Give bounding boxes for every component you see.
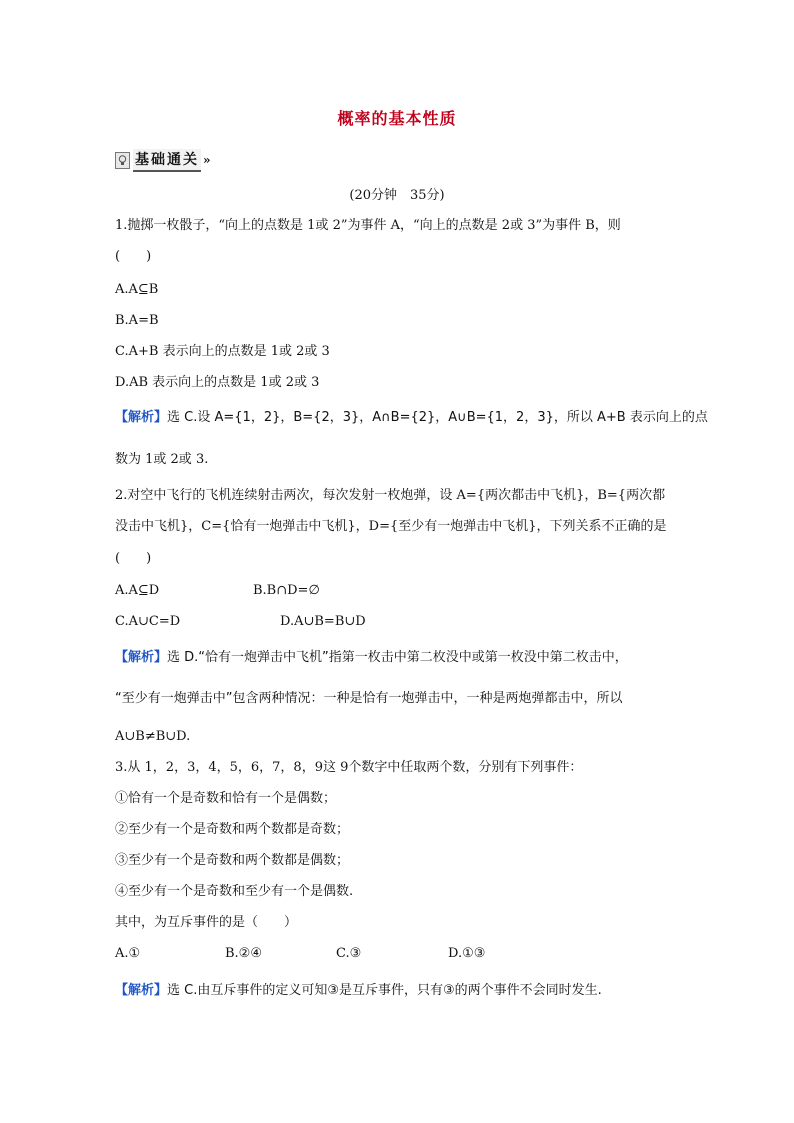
q2-stem-line2: 没击中飞机}，C={恰有一炮弹击中飞机}，D={至少有一炮弹击中飞机}，下列关系不正确的是 xyxy=(115,519,667,534)
section-banner xyxy=(115,150,211,170)
answer-text: 选 C.设 A={1，2}，B={2，3}，A∩B={2}，A∪B={1，2，3}，所以 A+B 表示向上的点 xyxy=(167,410,708,425)
answer-text: 选 D.“恰有一炮弹击中飞机”指第一枚击中第二枚没中或第一枚没中第二枚击中， xyxy=(167,650,628,665)
q1-stem-line2: ( ) xyxy=(115,249,152,264)
lightbulb-icon xyxy=(115,152,130,169)
q1-stem-line1: 1.抛掷一枚骰子，“向上的点数是 1或 2”为事件 A，“向上的点数是 2或 3”为事件 B，则 xyxy=(115,218,621,233)
q1-option-a: A.A⊆B xyxy=(115,282,159,297)
q1-option-b: B.A=B xyxy=(115,313,159,328)
q2-option-c: C.A∪C=D xyxy=(115,614,181,629)
page-title: 概率的基本性质 xyxy=(337,109,457,128)
answer-tag: 【解析】 xyxy=(115,650,168,665)
q3-option-b: B.②④ xyxy=(225,946,262,961)
q3-item-4: ④至少有一个是奇数和至少有一个是偶数. xyxy=(115,884,354,899)
q3-item-3: ③至少有一个是奇数和两个数都是偶数； xyxy=(115,853,350,868)
q2-option-d: D.A∪B=B∪D xyxy=(280,614,366,629)
answer-tag: 【解析】 xyxy=(115,983,168,998)
time-note: (20分钟 35分) xyxy=(349,188,445,203)
q3-option-a: A.① xyxy=(115,946,141,961)
q3-item-1: ①恰有一个是奇数和恰有一个是偶数； xyxy=(115,791,337,806)
q2-stem-line3: ( ) xyxy=(115,551,152,566)
chevron-right-icon: » xyxy=(203,153,211,167)
q1-option-c: C.A+B 表示向上的点数是 1或 2或 3 xyxy=(115,344,330,359)
answer-tag: 【解析】 xyxy=(115,410,168,425)
q3-option-c: C.③ xyxy=(336,946,362,961)
q1-option-d: D.AB 表示向上的点数是 1或 2或 3 xyxy=(115,375,320,390)
q2-option-b: B.B∩D=∅ xyxy=(253,583,320,598)
q2-answer-line3: A∪B≠B∪D. xyxy=(115,729,191,744)
q2-option-a: A.A⊆D xyxy=(115,583,160,598)
q2-answer-line2: “至少有一炮弹击中”包含两种情况：一种是恰有一炮弹击中，一种是两炮弹都击中，所以 xyxy=(115,691,623,706)
q3-item-2: ②至少有一个是奇数和两个数都是奇数； xyxy=(115,822,350,837)
q1-answer-line1 xyxy=(115,410,708,426)
q2-answer-line1 xyxy=(115,650,628,666)
q2-stem-line1: 2.对空中飞行的飞机连续射击两次，每次发射一枚炮弹，设 A={两次都击中飞机}，B={两次都 xyxy=(115,488,666,503)
q3-answer-line1 xyxy=(115,983,602,999)
q3-option-d: D.①③ xyxy=(448,946,486,961)
section-label: 基础通关 xyxy=(133,149,201,172)
answer-text: 选 C.由互斥事件的定义可知③是互斥事件，只有③的两个事件不会同时发生. xyxy=(167,983,602,998)
q3-question: 其中，为互斥事件的是（ ） xyxy=(115,915,298,930)
q1-answer-line2: 数为 1或 2或 3. xyxy=(115,452,209,467)
q3-stem-line1: 3.从 1，2，3，4，5，6，7，8，9这 9个数字中任取两个数，分别有下列事件： xyxy=(115,760,583,775)
